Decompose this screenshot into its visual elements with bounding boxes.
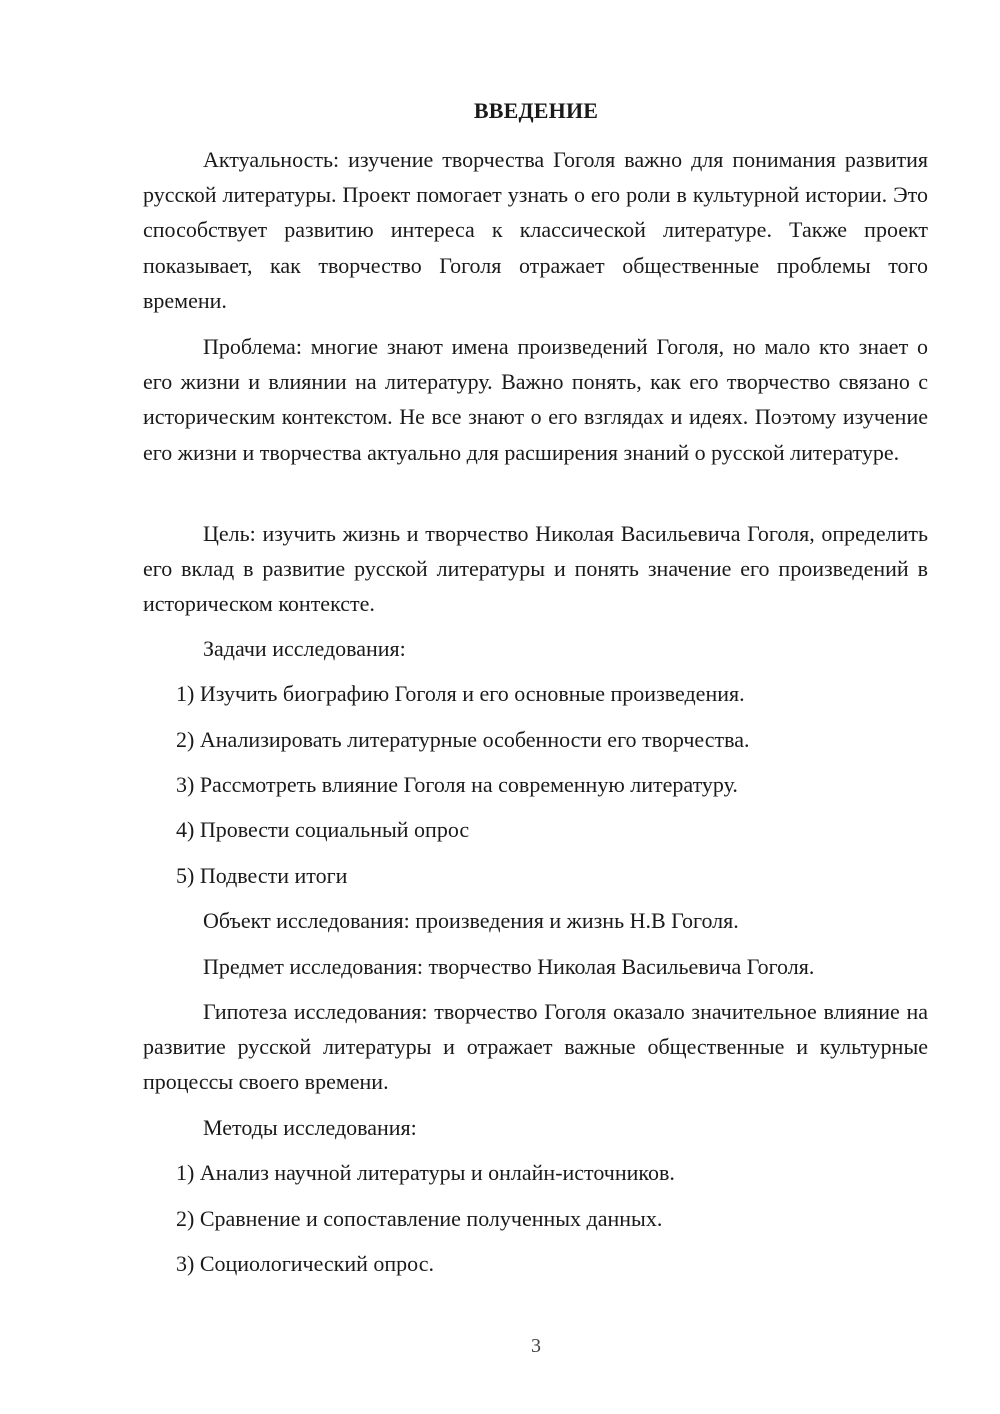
research-subject: Предмет исследования: творчество Николая Васильевича Гоголя.	[203, 954, 815, 979]
task-item-1: 1) Изучить биографию Гоголя и его основные произведения.	[176, 681, 745, 706]
task-item-2: 2) Анализировать литературные особенности его творчества.	[176, 727, 750, 752]
goal-paragraph: Цель: изучить жизнь и творчество Николая Васильевича Гоголя, определить его вклад в развитие русской литературы и понять значение его произведений в историческом контексте.	[143, 521, 928, 617]
method-item-3: 3) Социологический опрос.	[176, 1251, 434, 1276]
tasks-heading: Задачи исследования:	[203, 636, 406, 661]
research-object: Объект исследования: произведения и жизнь Н.В Гоголя.	[203, 908, 739, 933]
methods-heading: Методы исследования:	[203, 1115, 417, 1140]
task-item-4: 4) Провести социальный опрос	[176, 817, 470, 842]
relevance-paragraph: Актуальность: изучение творчества Гоголя важно для понимания развития русской литературы. Проект помогает узнать о его роли в культурной истории. Это способствует развитию интереса к классической литературе. Также проект показывает, как творчество Гоголя отражает общественные проблемы того времени.	[143, 147, 928, 313]
method-item-2: 2) Сравнение и сопоставление полученных данных.	[176, 1206, 663, 1231]
method-item-1: 1) Анализ научной литературы и онлайн-источников.	[176, 1160, 675, 1185]
hypothesis-paragraph: Гипотеза исследования: творчество Гоголя оказало значительное влияние на развитие русской литературы и отражает важные общественные и культурные процессы своего времени.	[143, 999, 928, 1095]
problem-paragraph: Проблема: многие знают имена произведений Гоголя, но мало кто знает о его жизни и влиянии на литературу. Важно понять, как его творчество связано с историческим контекстом. Не все знают о его взглядах и идеях. Поэтому изучение его жизни и творчества актуально для расширения знаний о русской литературе.	[143, 334, 928, 465]
task-item-5: 5) Подвести итоги	[176, 863, 348, 888]
task-item-3: 3) Рассмотреть влияние Гоголя на современную литературу.	[176, 772, 738, 797]
page-number: 3	[531, 1335, 541, 1357]
page-title: ВВЕДЕНИЕ	[473, 98, 599, 123]
